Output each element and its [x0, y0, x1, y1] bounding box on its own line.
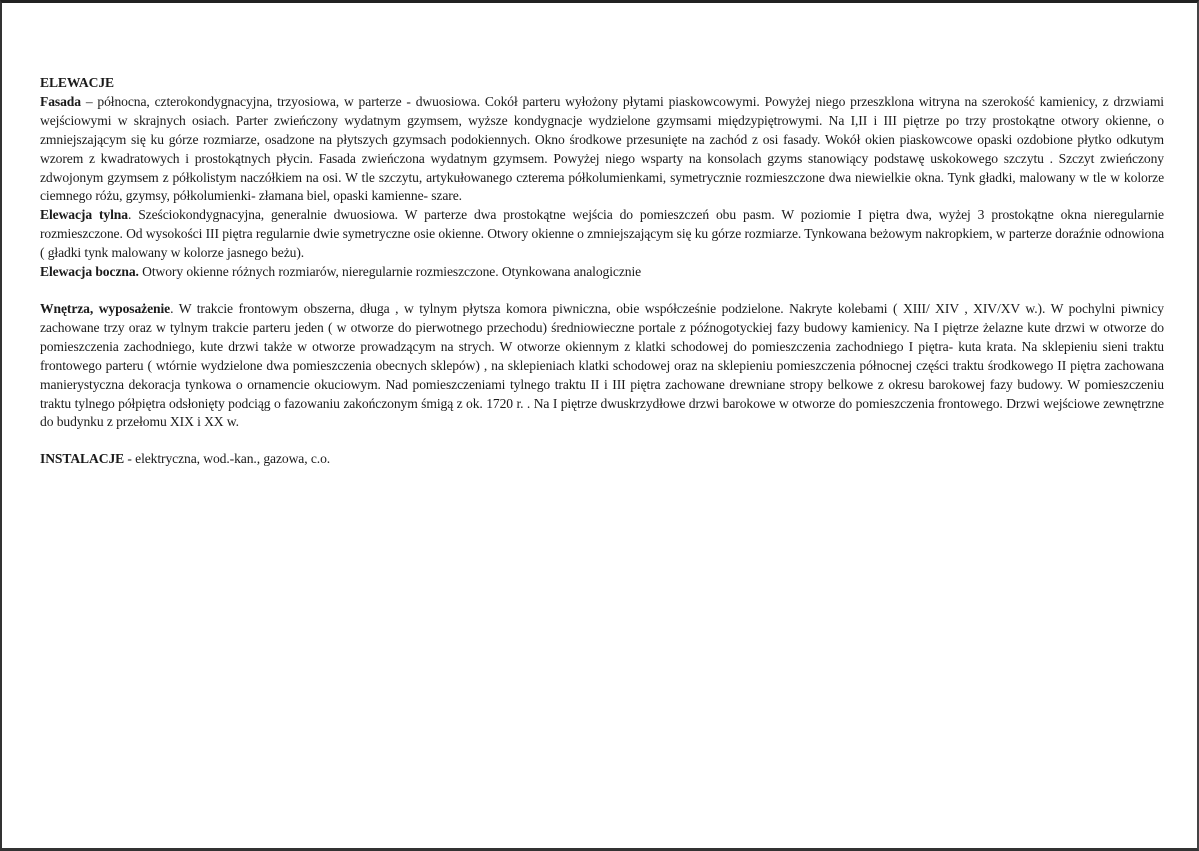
- spacer: [40, 432, 1164, 450]
- document-body: [40, 74, 1164, 469]
- label-elewacja-boczna: Elewacja boczna.: [40, 264, 139, 280]
- text-wnetrza: . W trakcie frontowym obszerna, długa , w tylnym płytsza komora piwniczna, obie współcześnie podzielone. Nakryte kolebami ( XIII/ XIV , XIV/XV w.). W pochylni piwnicy zachowane trzy oraz w tylnym trakcie parteru jeden ( w otworze do pierwotnego przechodu) średniowieczne portale z późnogotyckiej fazy budowy kamienicy. Na I piętrze żelazne kute drzwi w otworze do pomieszczenia zachodniego, kute drzwi także w otworze prowadzącym na strych. W otworze okiennym z klatki schodowej do pomieszczenia zachodniego I piętra- kuta krata. Na sklepieniu sieni traktu frontowego parteru ( wtórnie wydzielone dwa pomieszczenia obecnych sklepów) , na sklepieniach klatki schodowej oraz na sklepieniu pomieszczenia północnej części traktu środkowego II piętra zachowana manierystyczna dekoracja tynkowa o ornamencie okuciowym. Nad pomieszczeniami tylnego traktu II i III piętra zachowane drewniane stropy belkowe z okresu barokowej fazy budowy. W pomieszczeniu traktu tylnego półpiętra odsłonięty podciąg o fazowaniu zakończonym śmigą z ok. 1720 r. . Na I piętrze dwuskrzydłowe drzwi barokowe w otworze do pomieszczenia frontowego. Drzwi wejściowe zewnętrzne do budynku z przełomu XIX i XX w.: [40, 300, 1164, 430]
- section-heading-elewacje: ELEWACJE: [40, 75, 114, 90]
- paragraph-fasada: [40, 93, 1164, 206]
- spacer: [40, 282, 1164, 300]
- text-elewacja-tylna: . Sześciokondygnacyjna, generalnie dwuosiowa. W parterze dwa prostokątne wejścia do pomieszczeń obu pasm. W poziomie I piętra dwa, wyżej 3 prostokątne okna nieregularnie rozmieszczone. Od wysokości III piętra regularnie dwie symetryczne osie okienne. Otwory okienne o zmniejszającym się ku górze rozmiarze. Tynkowana beżowym nakropkiem, w parterze doraźnie odnowiona ( gładki tynk malowany w kolorze jasnego beżu).: [40, 207, 1164, 261]
- paragraph-wnetrza: [40, 300, 1164, 432]
- text-instalacje: - elektryczna, wod.-kan., gazowa, c.o.: [124, 451, 331, 467]
- text-elewacja-boczna: Otwory okienne różnych rozmiarów, nieregularnie rozmieszczone. Otynkowana analogicznie: [138, 264, 642, 280]
- paragraph-instalacje: [40, 450, 1164, 469]
- paragraph-elewacja-boczna: [40, 263, 1164, 282]
- label-wnetrza: Wnętrza, wyposażenie: [40, 300, 171, 316]
- paragraph-elewacja-tylna: [40, 206, 1164, 263]
- label-elewacja-tylna: Elewacja tylna: [40, 207, 128, 223]
- label-instalacje: INSTALACJE: [40, 451, 125, 467]
- label-fasada: Fasada: [40, 93, 81, 109]
- text-fasada: – północna, czterokondygnacyjna, trzyosiowa, w parterze - dwuosiowa. Cokół parteru wyłożony płytami piaskowcowymi. Powyżej niego przeszklona witryna na szerokość kamienicy, z drzwiami wejściowymi w skrajnych osiach. Parter zwieńczony wydatnym gzymsem, wyższe kondygnacje wydzielone gzymsami międzypiętrowymi. Na I,II i III piętrze po trzy prostokątne otwory okienne, o zmniejszającym się ku górze rozmiarze, osadzone na płytszych gzymsach podokiennych. Okno środkowe przesunięte na zachód z osi fasady. Wokół okien piaskowcowe opaski ozdobione płytko odkutym wzorem z kwadratowych i prostokątnych płycin. Fasada zwieńczona wydatnym gzymsem. Powyżej niego wsparty na konsolach gzyms stanowiący podstawę uskokowego szczytu . Szczyt zwieńczony zdwojonym gzymsem z półkolistym naczółkiem na osi. W tle szczytu, artykułowanego czterema półkolumienkami, symetrycznie rozmieszczone dwa niewielkie okna. Tynk gładki, malowany w tle w kolorze ciemnego różu, gzymsy, półkolumienki- złamana biel, opaski kamienne- szare.: [40, 93, 1164, 204]
